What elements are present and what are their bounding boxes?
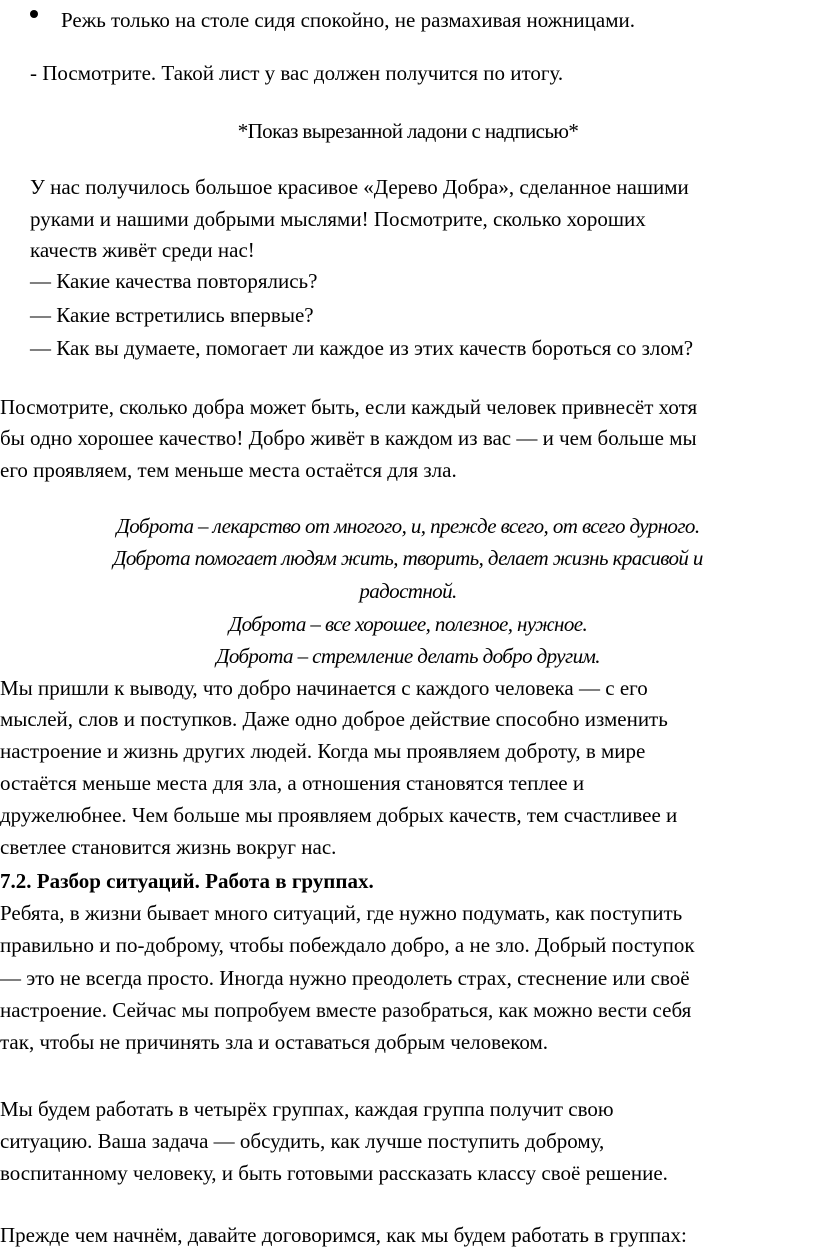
bullet-text: Режь только на столе сидя спокойно, не размахивая ножницами.: [61, 8, 635, 32]
paragraph-line: руками и нашими добрыми мыслями! Посмотрите, сколько хороших: [30, 207, 646, 231]
paragraph-line: так, чтобы не причинять зла и оставаться добрым человеком.: [0, 1030, 549, 1054]
paragraph-line: светлее становится жизнь вокруг нас.: [0, 835, 337, 859]
quote-line: Доброта помогает людям жить, творить, делает жизнь красивой и: [113, 546, 703, 570]
section-heading: 7.2. Разбор ситуаций. Работа в группах.: [0, 869, 374, 893]
paragraph-line: бы одно хорошее качество! Добро живёт в каждом из вас — и чем больше мы: [0, 426, 697, 450]
paragraph-line: Мы будем работать в четырёх группах, каждая группа получит свою: [0, 1097, 614, 1121]
section-paragraph-3: Прежде чем начнём, давайте договоримся, как мы будем работать в группах:: [0, 1223, 687, 1247]
paragraph-line: остаётся меньше места для зла, а отношения становятся теплее и: [0, 771, 585, 795]
look-line: - Посмотрите. Такой лист у вас должен получится по итогу.: [30, 61, 564, 85]
paragraph-line: мыслей, слов и поступков. Даже одно доброе действие способно изменить: [0, 707, 668, 731]
paragraph-line: его проявляем, тем меньше места остаётся для зла.: [0, 458, 457, 482]
paragraph-line: качеств живёт среди нас!: [30, 238, 255, 262]
quote-line: Доброта – все хорошее, полезное, нужное.: [228, 612, 588, 636]
paragraph-line: правильно и по-доброму, чтобы побеждало добро, а не зло. Добрый поступок: [0, 933, 695, 957]
paragraph-line: настроение и жизнь других людей. Когда мы проявляем доброту, в мире: [0, 739, 646, 763]
bullet-dot: [30, 10, 38, 18]
paragraph-line: дружелюбнее. Чем больше мы проявляем добрых качеств, тем счастливее и: [0, 803, 678, 827]
paragraph-line: — это не всегда просто. Иногда нужно преодолеть страх, стеснение или своё: [0, 966, 690, 990]
paragraph-line: Мы пришли к выводу, что добро начинается с каждого человека — с его: [0, 676, 648, 700]
question-line: — Как вы думаете, помогает ли каждое из этих качеств бороться со злом?: [30, 336, 694, 360]
paragraph-line: Посмотрите, сколько добра может быть, если каждый человек привнесёт хотя: [0, 395, 698, 419]
question-line: — Какие встретились впервые?: [30, 303, 314, 327]
question-line: — Какие качества повторялись?: [30, 269, 318, 293]
show-note: *Показ вырезанной ладони с надписью*: [237, 119, 579, 143]
quote-line: радостной.: [359, 579, 457, 603]
paragraph-line: воспитанному человеку, и быть готовыми рассказать классу своё решение.: [0, 1161, 668, 1185]
paragraph-line: У нас получилось большое красивое «Дерево Добра», сделанное нашими: [30, 175, 689, 199]
paragraph-line: ситуацию. Ваша задача — обсудить, как лучше поступить доброму,: [0, 1129, 605, 1153]
paragraph-line: Ребята, в жизни бывает много ситуаций, где нужно подумать, как поступить: [0, 901, 683, 925]
quote-line: Доброта – лекарство от многого, и, прежде всего, от всего дурного.: [116, 514, 700, 538]
paragraph-line: настроение. Сейчас мы попробуем вместе разобраться, как можно вести себя: [0, 998, 692, 1022]
quote-line: Доброта – стремление делать добро другим.: [216, 644, 600, 668]
